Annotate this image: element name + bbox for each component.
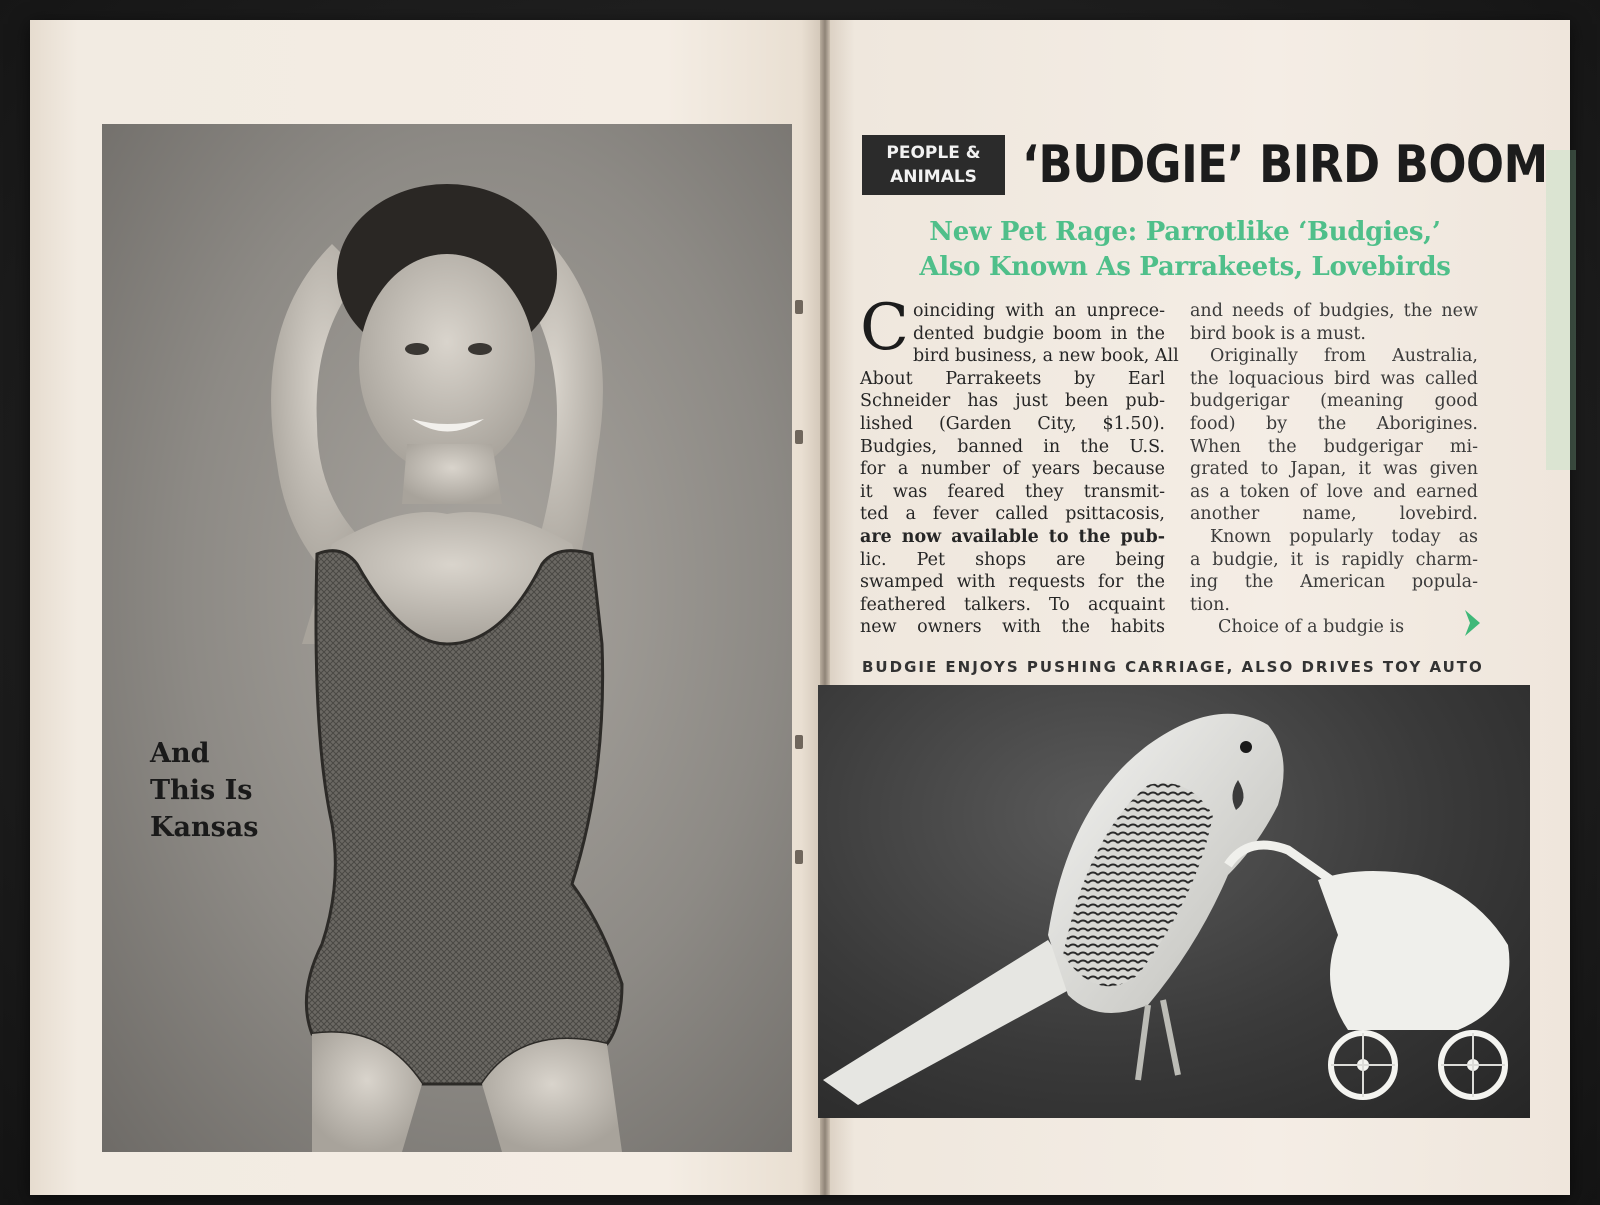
caption-line: This Is	[150, 775, 253, 806]
body-line: Originally from Australia,	[1210, 346, 1478, 367]
body-line: When the budgerigar mi-	[1190, 436, 1478, 457]
model-illustration	[102, 124, 792, 1152]
body-line: swamped with requests for the	[860, 572, 1165, 593]
budgie-carriage-photo	[818, 685, 1530, 1118]
body-line: ted a fever called psittacosis,	[860, 504, 1165, 525]
body-line: grated to Japan, it was given	[1190, 459, 1478, 480]
body-line: bird book is a must.	[1190, 323, 1366, 344]
body-line: it was feared they transmit-	[860, 481, 1165, 502]
stamp-mark	[1542, 150, 1582, 470]
continued-arrow-icon	[1462, 608, 1482, 638]
body-line: lic. Pet shops are being	[860, 549, 1165, 570]
section-tag	[862, 135, 1005, 195]
caption-line: And	[150, 738, 210, 769]
article-headline: ‘BUDGIE’ BIRD BOOM	[1022, 135, 1548, 195]
body-line: as a token of love and earned	[1190, 481, 1478, 502]
body-line: Budgies, banned in the U.S.	[860, 436, 1165, 457]
caption-line: Kansas	[150, 812, 259, 843]
body-line: for a number of years because	[860, 459, 1165, 480]
section-tag-line: PEOPLE &	[886, 143, 981, 163]
body-line: and needs of budgies, the new	[1190, 301, 1478, 321]
body-line: feathered talkers. To acquaint	[860, 594, 1165, 615]
body-line: Choice of a budgie is	[1218, 617, 1405, 638]
body-line: food) by the Aborigines.	[1190, 413, 1478, 434]
article-column-two	[1190, 300, 1478, 639]
body-line: the loquacious bird was called	[1190, 368, 1478, 389]
article-subhead	[885, 215, 1485, 285]
body-line: lished (Garden City, $1.50).	[860, 413, 1165, 434]
library-stamp	[1542, 150, 1582, 470]
left-photo-caption	[150, 735, 310, 846]
body-line: oinciding with an unprece-	[912, 301, 1165, 321]
staple	[795, 430, 803, 444]
body-line: Known popularly today as	[1210, 526, 1478, 547]
body-line: a budgie, it is rapidly charm-	[1190, 549, 1478, 570]
body-line-bold: are now available to the pub-	[860, 526, 1165, 547]
subhead-line: New Pet Rage: Parrotlike ‘Budgies,’	[929, 217, 1441, 247]
drop-cap: C	[860, 291, 909, 365]
body-line: budgerigar (meaning good	[1190, 391, 1478, 412]
body-line: ing the American popula-	[1190, 572, 1478, 593]
body-line: tion.	[1190, 594, 1230, 615]
staple	[795, 850, 803, 864]
staple	[795, 735, 803, 749]
staple	[795, 300, 803, 314]
body-line: another name, lovebird.	[1190, 504, 1478, 525]
swimsuit-model-photo	[102, 124, 792, 1152]
body-line: About Parrakeets by Earl	[860, 368, 1165, 389]
section-tag-line: ANIMALS	[890, 167, 977, 187]
budgie-photo-caption: BUDGIE ENJOYS PUSHING CARRIAGE, ALSO DRIVES TOY AUTO	[862, 658, 1484, 676]
body-line: dented budgie boom in the	[912, 323, 1165, 344]
body-line: bird business, a new book, All	[912, 346, 1179, 367]
article-column-one	[860, 291, 1179, 639]
subhead-line: Also Known As Parrakeets, Lovebirds	[919, 252, 1451, 282]
body-line: new owners with the habits	[860, 617, 1165, 638]
body-line: Schneider has just been pub-	[860, 391, 1165, 412]
budgie-illustration	[818, 685, 1530, 1118]
